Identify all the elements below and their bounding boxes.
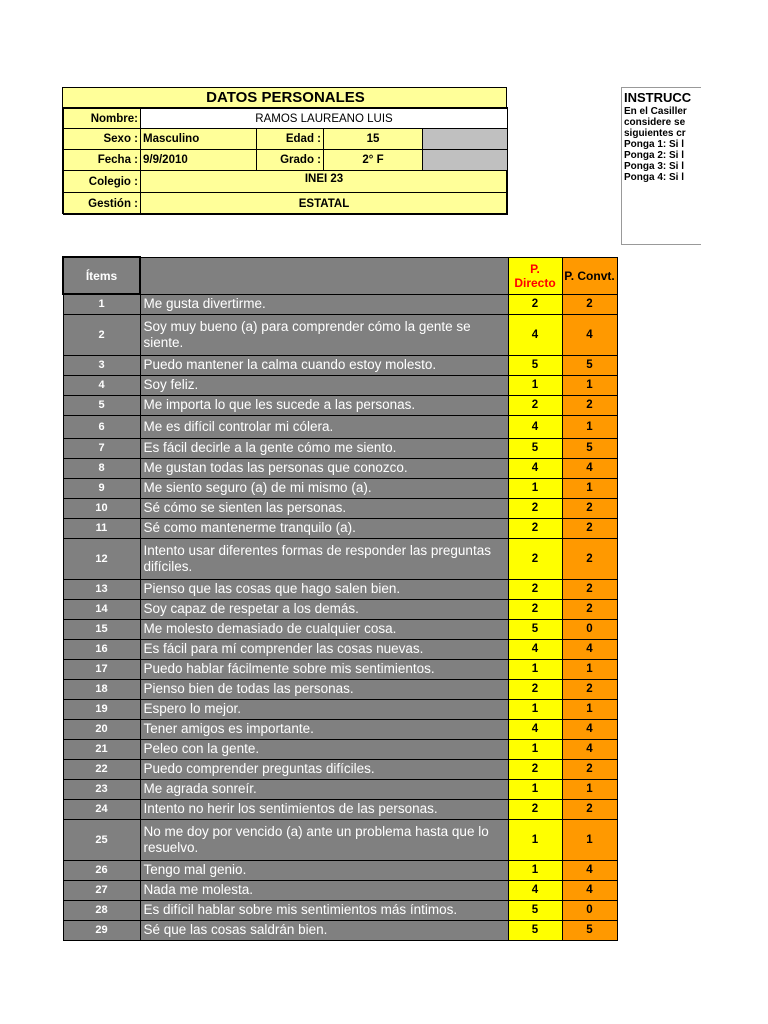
item-number: 4: [63, 375, 140, 395]
p-directo-cell[interactable]: 2: [508, 538, 562, 579]
p-directo-cell[interactable]: 4: [508, 719, 562, 739]
p-convt-cell: 1: [562, 699, 617, 719]
p-directo-cell[interactable]: 1: [508, 819, 562, 860]
p-directo-cell[interactable]: 1: [508, 699, 562, 719]
p-convt-cell: 5: [562, 355, 617, 375]
item-text: Es fácil para mí comprender las cosas nuevas.: [140, 639, 508, 659]
p-directo-cell[interactable]: 4: [508, 639, 562, 659]
item-number: 1: [63, 294, 140, 314]
item-number: 25: [63, 819, 140, 860]
table-row: [63, 538, 617, 579]
item-number: 14: [63, 599, 140, 619]
item-text: Puedo comprender preguntas difíciles.: [140, 759, 508, 779]
fecha-label: Fecha :: [63, 149, 141, 171]
p-convt-cell: 2: [562, 498, 617, 518]
table-row: [63, 619, 617, 639]
p-convt-cell: 4: [562, 739, 617, 759]
item-number: 15: [63, 619, 140, 639]
item-number: 6: [63, 415, 140, 438]
item-number: 18: [63, 679, 140, 699]
item-text: Intento usar diferentes formas de responder las preguntas difíciles.: [140, 538, 508, 579]
p-directo-cell[interactable]: 1: [508, 860, 562, 880]
p-convt-cell: 1: [562, 819, 617, 860]
table-row: [63, 639, 617, 659]
p-convt-cell: 2: [562, 395, 617, 415]
item-number: 10: [63, 498, 140, 518]
table-row: [63, 395, 617, 415]
instructions-line: siguientes cr: [624, 128, 686, 139]
instructions-line: Ponga 1: Si l: [624, 139, 685, 150]
p-directo-cell[interactable]: 2: [508, 498, 562, 518]
p-directo-cell[interactable]: 2: [508, 599, 562, 619]
item-text: Me agrada sonreír.: [140, 779, 508, 799]
item-text: Peleo con la gente.: [140, 739, 508, 759]
instructions-line: En el Casiller: [624, 106, 687, 117]
p-convt-cell: 2: [562, 759, 617, 779]
items-table: [62, 256, 618, 941]
p-directo-cell[interactable]: 2: [508, 799, 562, 819]
p-convt-cell: 2: [562, 599, 617, 619]
item-number: 17: [63, 659, 140, 679]
table-row: [63, 599, 617, 619]
table-row: [63, 415, 617, 438]
item-text: Pienso bien de todas las personas.: [140, 679, 508, 699]
p-convt-cell: 1: [562, 415, 617, 438]
table-row: [63, 819, 617, 860]
item-text: Tener amigos es importante.: [140, 719, 508, 739]
table-row: [63, 900, 617, 920]
item-text: Es fácil decirle a la gente cómo me siento.: [140, 438, 508, 458]
p-directo-cell[interactable]: 4: [508, 314, 562, 355]
table-row: [63, 659, 617, 679]
p-directo-cell[interactable]: 2: [508, 294, 562, 314]
header-text-blank: [140, 257, 508, 294]
p-directo-cell[interactable]: 1: [508, 779, 562, 799]
item-text: Soy muy bueno (a) para comprender cómo la gente se siente.: [140, 314, 508, 355]
p-convt-cell: 4: [562, 860, 617, 880]
p-convt-cell: 4: [562, 880, 617, 900]
p-directo-cell[interactable]: 2: [508, 395, 562, 415]
item-number: 24: [63, 799, 140, 819]
instructions-line: Ponga 2: Si l: [624, 150, 685, 161]
nombre-field[interactable]: RAMOS LAUREANO LUIS: [140, 108, 508, 129]
item-text: Me es difícil controlar mi cólera.: [140, 415, 508, 438]
gestion-field[interactable]: ESTATAL: [140, 192, 508, 215]
item-text: Pienso que las cosas que hago salen bien.: [140, 579, 508, 599]
item-text: Me molesto demasiado de cualquier cosa.: [140, 619, 508, 639]
p-convt-cell: 5: [562, 920, 617, 940]
p-directo-cell[interactable]: 5: [508, 438, 562, 458]
header-p-convt: P. Convt.: [562, 257, 617, 294]
item-text: Es difícil hablar sobre mis sentimientos más íntimos.: [140, 900, 508, 920]
table-header-row: [63, 257, 617, 294]
p-convt-cell: 2: [562, 679, 617, 699]
p-directo-cell[interactable]: 5: [508, 619, 562, 639]
p-directo-cell[interactable]: 2: [508, 759, 562, 779]
p-convt-cell: 2: [562, 294, 617, 314]
table-row: [63, 779, 617, 799]
personal-data-panel: [62, 87, 507, 214]
p-directo-cell[interactable]: 5: [508, 900, 562, 920]
grey-cell-1: [422, 128, 508, 150]
p-convt-cell: 2: [562, 579, 617, 599]
item-text: Sé que las cosas saldrán bien.: [140, 920, 508, 940]
item-text: No me doy por vencido (a) ante un problema hasta que lo resuelvo.: [140, 819, 508, 860]
table-row: [63, 920, 617, 940]
item-text: Intento no herir los sentimientos de las personas.: [140, 799, 508, 819]
grey-cell-2: [422, 149, 508, 171]
table-row: [63, 438, 617, 458]
table-row: [63, 719, 617, 739]
p-directo-cell[interactable]: 1: [508, 739, 562, 759]
p-convt-cell: 4: [562, 639, 617, 659]
header-items: Ítems: [63, 257, 140, 294]
table-row: [63, 375, 617, 395]
p-convt-cell: 1: [562, 779, 617, 799]
item-text: Soy capaz de respetar a los demás.: [140, 599, 508, 619]
grado-label: Grado :: [256, 149, 324, 171]
item-number: 21: [63, 739, 140, 759]
table-row: [63, 679, 617, 699]
table-row: [63, 518, 617, 538]
table-row: [63, 294, 617, 314]
item-number: 2: [63, 314, 140, 355]
edad-label: Edad :: [256, 128, 324, 150]
p-directo-cell[interactable]: 2: [508, 518, 562, 538]
table-row: [63, 699, 617, 719]
sexo-field[interactable]: Masculino: [140, 128, 257, 150]
item-text: Espero lo mejor.: [140, 699, 508, 719]
item-text: Me siento seguro (a) de mi mismo (a).: [140, 478, 508, 498]
sexo-label: Sexo :: [63, 128, 141, 150]
item-number: 13: [63, 579, 140, 599]
colegio-label: Colegio :: [63, 170, 141, 193]
instructions-line: Ponga 4: Si l: [624, 172, 685, 183]
item-number: 27: [63, 880, 140, 900]
edad-field[interactable]: 15: [323, 128, 423, 150]
table-row: [63, 739, 617, 759]
item-text: Sé como mantenerme tranquilo (a).: [140, 518, 508, 538]
item-number: 16: [63, 639, 140, 659]
p-convt-cell: 2: [562, 538, 617, 579]
instructions-title: INSTRUCC: [624, 90, 692, 105]
table-row: [63, 880, 617, 900]
table-row: [63, 478, 617, 498]
p-directo-cell[interactable]: 2: [508, 679, 562, 699]
header-p-directo: P. Directo: [508, 257, 562, 294]
p-convt-cell: 4: [562, 719, 617, 739]
item-text: Me gusta divertirme.: [140, 294, 508, 314]
table-row: [63, 498, 617, 518]
p-convt-cell: 0: [562, 619, 617, 639]
item-text: Soy feliz.: [140, 375, 508, 395]
p-convt-cell: 4: [562, 458, 617, 478]
p-directo-cell[interactable]: 2: [508, 579, 562, 599]
item-number: 3: [63, 355, 140, 375]
item-text: Me importa lo que les sucede a las personas.: [140, 395, 508, 415]
table-row: [63, 458, 617, 478]
item-text: Me gustan todas las personas que conozco.: [140, 458, 508, 478]
nombre-label: Nombre:: [63, 108, 141, 129]
p-directo-cell[interactable]: 4: [508, 415, 562, 438]
item-number: 26: [63, 860, 140, 880]
fecha-field[interactable]: 9/9/2010: [140, 149, 257, 171]
p-directo-cell[interactable]: 1: [508, 478, 562, 498]
p-convt-cell: 1: [562, 478, 617, 498]
p-directo-cell[interactable]: 1: [508, 659, 562, 679]
item-number: 5: [63, 395, 140, 415]
p-directo-cell[interactable]: 4: [508, 880, 562, 900]
table-row: [63, 759, 617, 779]
table-row: [63, 579, 617, 599]
item-number: 28: [63, 900, 140, 920]
item-number: 23: [63, 779, 140, 799]
item-number: 7: [63, 438, 140, 458]
p-convt-cell: 2: [562, 799, 617, 819]
table-row: [63, 355, 617, 375]
p-convt-cell: 2: [562, 518, 617, 538]
item-text: Nada me molesta.: [140, 880, 508, 900]
p-convt-cell: 5: [562, 438, 617, 458]
table-row: [63, 799, 617, 819]
colegio-field[interactable]: INEI 23: [140, 170, 508, 193]
item-number: 12: [63, 538, 140, 579]
personal-data-title: DATOS PERSONALES: [63, 88, 508, 108]
instructions-box: [621, 87, 701, 245]
table-row: [63, 314, 617, 355]
gestion-label: Gestión :: [63, 192, 141, 215]
p-directo-cell[interactable]: 5: [508, 355, 562, 375]
p-directo-cell[interactable]: 5: [508, 920, 562, 940]
item-number: 8: [63, 458, 140, 478]
p-convt-cell: 4: [562, 314, 617, 355]
item-text: Tengo mal genio.: [140, 860, 508, 880]
table-row: [63, 860, 617, 880]
instructions-line: considere se: [624, 117, 686, 128]
item-number: 22: [63, 759, 140, 779]
p-directo-cell[interactable]: 1: [508, 375, 562, 395]
item-number: 11: [63, 518, 140, 538]
item-number: 19: [63, 699, 140, 719]
grado-field[interactable]: 2° F: [323, 149, 423, 171]
p-convt-cell: 1: [562, 659, 617, 679]
p-convt-cell: 0: [562, 900, 617, 920]
item-text: Sé cómo se sienten las personas.: [140, 498, 508, 518]
item-number: 29: [63, 920, 140, 940]
instructions-line: Ponga 3: Si l: [624, 161, 685, 172]
p-convt-cell: 1: [562, 375, 617, 395]
p-directo-cell[interactable]: 4: [508, 458, 562, 478]
item-number: 9: [63, 478, 140, 498]
item-text: Puedo hablar fácilmente sobre mis sentimientos.: [140, 659, 508, 679]
item-text: Puedo mantener la calma cuando estoy molesto.: [140, 355, 508, 375]
item-number: 20: [63, 719, 140, 739]
